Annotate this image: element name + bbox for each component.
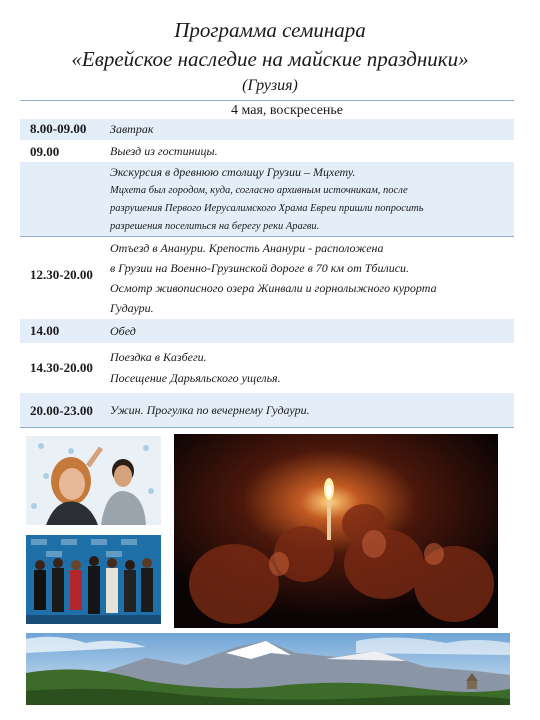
- schedule-text: Обед: [110, 324, 136, 338]
- schedule-row-excursion: [20, 162, 514, 182]
- photo-mountain-panorama: [26, 633, 510, 705]
- schedule-row-kazbegi: [20, 344, 514, 392]
- schedule-time: 09.00: [30, 144, 60, 159]
- schedule-text: Выезд из гостиницы.: [110, 144, 218, 158]
- page-title-line-2: «Еврейское наследие на майские праздники»: [71, 47, 469, 71]
- schedule-text: разрешения поселиться на берегу реки Арагви.: [110, 221, 320, 232]
- schedule-time: 14.00: [30, 323, 60, 338]
- schedule-time: 20.00-23.00: [30, 403, 93, 418]
- schedule-time: 8.00-09.00: [30, 121, 87, 136]
- page-subtitle: (Грузия): [242, 77, 298, 94]
- schedule-text: Завтрак: [110, 122, 154, 136]
- schedule-row-mtskheta-note: [20, 182, 514, 237]
- photo-candle-night: [174, 434, 498, 628]
- schedule-row-breakfast: [20, 119, 514, 140]
- schedule-text: Мцхета был городом, куда, согласно архивным источникам, после: [110, 185, 408, 196]
- schedule-time: 12.30-20.00: [30, 267, 93, 282]
- photo-group: [26, 535, 161, 624]
- photo-friends: [26, 436, 161, 525]
- schedule-text: Ужин. Прогулка по вечернему Гудаури.: [110, 403, 310, 417]
- page-title-line-1: Программа семинара: [174, 18, 366, 42]
- schedule-text: Экскурсия в древнюю столицу Грузии – Мцхету.: [110, 165, 356, 179]
- schedule-text: Осмотр живописного озера Жинвали и горнолыжного курорта: [110, 281, 437, 295]
- schedule-row-lunch: [20, 319, 514, 343]
- schedule-row-ananuri: [20, 238, 514, 318]
- schedule-time: 14.30-20.00: [30, 360, 93, 375]
- schedule-text: Посещение Дарьяльского ущелья.: [110, 371, 281, 385]
- schedule-text: Гудаури.: [110, 301, 154, 315]
- day-heading: 4 мая, воскресенье: [20, 100, 514, 119]
- schedule-text: Отъезд в Ананури. Крепость Ананури - расположена: [110, 241, 384, 255]
- schedule-row-departure: [20, 141, 514, 162]
- schedule-text: разрушения Первого Иерусалимского Храма Евреи пришли попросить: [110, 203, 424, 214]
- schedule-row-dinner: [20, 393, 514, 428]
- schedule-text: в Грузии на Военно-Грузинской дороге в 70 км от Тбилиси.: [110, 261, 410, 275]
- schedule-text: Поездка в Казбеги.: [110, 350, 207, 364]
